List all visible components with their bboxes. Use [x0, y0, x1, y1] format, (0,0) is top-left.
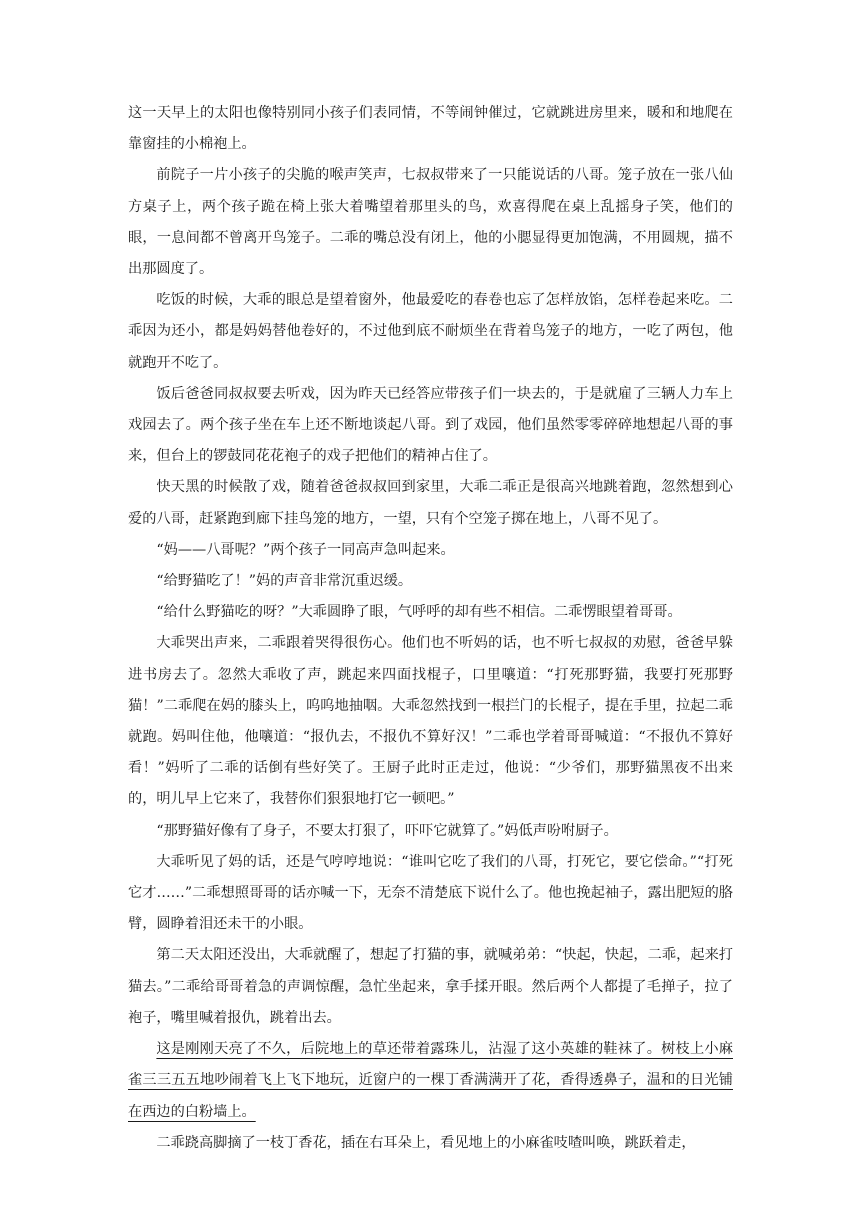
paragraph-8: “给什么野猫吃的呀？”大乖圆睁了眼，气呼呼的却有些不相信。二乖愣眼望着哥哥。 [156, 604, 682, 621]
paragraph-2: 前院子一片小孩子的尖脆的喉声笑声，七叔叔带来了一只能说话的八哥。笼子放在一张八仙方桌子上，两个孩子跪在椅上张大着嘴望着那里头的鸟，欢喜得爬在桌上乱摇身子笑，他们的眼，一息间都不曾离开鸟笼子。二乖的嘴总没有闭上，他的小腮显得更加饱满，不用圆规，描不出那圆度了。 [128, 167, 733, 278]
underlined-paragraph [128, 1034, 733, 1128]
paragraph-1: 这一天早上的太阳也像特别同小孩子们表同情，不等闹钟催过，它就跳进房里来，暖和和地爬在靠窗挂的小棉袍上。 [128, 105, 733, 153]
underlined-passage: 这是刚刚天亮了不久，后院地上的草还带着露珠儿，沾湿了这小英雄的鞋袜了。树枝上小麻雀三三五五地吵闹着飞上飞下地玩，近窗户的一棵丁香满满开了花，香得透鼻子，温和的日光铺在西边的白粉墙上。 [128, 1041, 733, 1120]
article-body [128, 98, 733, 1159]
paragraph-5: 快天黑的时候散了戏，随着爸爸叔叔回到家里，大乖二乖正是很高兴地跳着跑，忽然想到心爱的八哥，赶紧跑到廊下挂鸟笼的地方，一望，只有个空笼子掷在地上，八哥不见了。 [128, 479, 733, 527]
paragraph-6: “妈——八哥呢？”两个孩子一同高声急叫起来。 [156, 541, 455, 558]
paragraph-10: “那野猫好像有了身子，不要太打狠了，吓吓它就算了。”妈低声吩咐厨子。 [156, 822, 618, 839]
paragraph-3: 吃饭的时候，大乖的眼总是望着窗外，他最爱吃的春卷也忘了怎样放馅，怎样卷起来吃。二乖因为还小，都是妈妈替他卷好的，不过他到底不耐烦坐在背着鸟笼子的地方，一吃了两包，他就跑开不吃了。 [128, 292, 733, 371]
paragraph-14: 二乖跷高脚摘了一枝丁香花，插在右耳朵上，看见地上的小麻雀吱喳叫唤，跳跃着走， [156, 1134, 696, 1151]
paragraph-12: 第二天太阳还没出，大乖就醒了，想起了打猫的事，就喊弟弟：“快起，快起，二乖，起来打猫去。”二乖给哥哥着急的声调惊醒，急忙坐起来，拿手揉开眼。然后两个人都提了毛掸子，拉了袍子，嘴里喊着报仇，跳着出去。 [128, 947, 733, 1026]
paragraph-11: 大乖听见了妈的话，还是气哼哼地说：“谁叫它吃了我们的八哥，打死它，要它偿命。”“打死它才……”二乖想照哥哥的话亦喊一下，无奈不清楚底下说什么了。他也挽起袖子，露出肥短的胳臂，圆睁着泪还未干的小眼。 [128, 853, 733, 933]
paragraph-4: 饭后爸爸同叔叔要去听戏，因为昨天已经答应带孩子们一块去的，于是就雇了三辆人力车上戏园去了。两个孩子坐在车上还不断地谈起八哥。到了戏园，他们虽然零零碎碎地想起八哥的事来，但台上的锣鼓同花花袍子的戏子把他们的精神占住了。 [128, 385, 733, 465]
paragraph-7: “给野猫吃了！”妈的声音非常沉重迟缓。 [156, 573, 413, 590]
paragraph-9: 大乖哭出声来，二乖跟着哭得很伤心。他们也不听妈的话，也不听七叔叔的劝慰，爸爸早躲进书房去了。忽然大乖收了声，跳起来四面找棍子，口里嚷道：“打死那野猫，我要打死那野猫！”二乖爬在妈的膝头上，呜呜地抽咽。大乖忽然找到一根拦门的长棍子，提在手里，拉起二乖就跑。妈叫住他，他嚷道：“报仇去，不报仇不算好汉！”二乖也学着哥哥喊道：“不报仇不算好看！”妈听了二乖的话倒有些好笑了。王厨子此时正走过，他说：“少爷们，那野猫黑夜不出来的，明儿早上它来了，我替你们狠狠地打它一顿吧。” [128, 635, 733, 808]
